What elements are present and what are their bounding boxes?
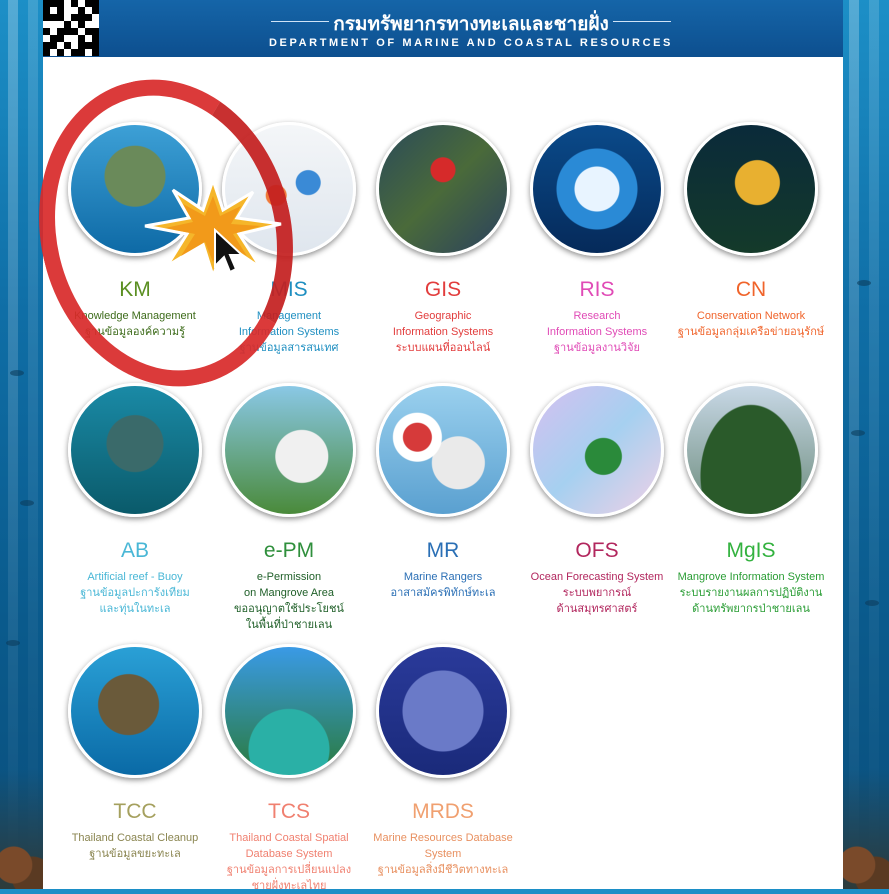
tile-description — [368, 308, 518, 356]
tile-description-line: ฐานข้อมูลขยะทะเล — [89, 848, 181, 860]
tile-description — [60, 830, 210, 862]
map-pin-icon[interactable] — [376, 122, 510, 256]
tile-description-line: ฐานข้อมูลสารสนเทศ — [239, 342, 339, 354]
tile-mgis[interactable] — [676, 383, 826, 617]
tile-description-line: Thailand Coastal Spatial — [229, 832, 349, 844]
tile-description-line: Marine Resources Database — [373, 832, 513, 844]
tile-ab[interactable] — [60, 383, 210, 617]
tile-description — [214, 569, 364, 633]
forecast-map-icon[interactable] — [530, 383, 664, 517]
tile-description — [60, 569, 210, 617]
coral-decoration — [0, 769, 46, 889]
palm-beach-icon[interactable] — [222, 644, 356, 778]
tile-code[interactable]: AB — [120, 539, 149, 562]
tile-description-line: ฐานข้อมูลปะการังเทียม — [80, 587, 190, 599]
officer-mangrove-icon[interactable] — [222, 383, 356, 517]
site-title-thai — [271, 9, 671, 39]
marine-species-icon[interactable] — [376, 644, 510, 778]
tile-description-line: ฐานข้อมูลงานวิจัย — [553, 342, 641, 354]
tile-description — [368, 830, 518, 878]
tile-ofs[interactable] — [522, 383, 672, 617]
fish-icon — [6, 640, 20, 646]
fish-icon — [857, 280, 871, 286]
tile-description-line: on Mangrove Area — [244, 587, 334, 599]
tile-description — [522, 308, 672, 356]
tile-code[interactable]: MRDS — [412, 800, 474, 823]
ocean-background-left — [0, 0, 46, 889]
tile-description-line: Marine Rangers — [403, 571, 483, 583]
tile-code[interactable]: MIS — [270, 278, 308, 301]
mouse-pointer-icon — [213, 228, 245, 276]
tile-code[interactable]: e-PM — [263, 539, 315, 562]
tile-tcc[interactable] — [60, 644, 210, 862]
ocean-background-right — [843, 0, 889, 889]
tile-description-line: และทุ่นในทะเล — [99, 603, 171, 615]
tile-description — [676, 308, 826, 340]
tile-description-line: Artificial reef - Buoy — [87, 571, 183, 583]
tile-code[interactable]: CN — [735, 278, 767, 301]
tile-cn[interactable] — [676, 122, 826, 340]
tile-mr[interactable] — [368, 383, 518, 601]
tile-description-line: Conservation Network — [696, 310, 806, 322]
tile-description-line: ฐานข้อมูลการเปลี่ยนแปลง — [226, 864, 352, 876]
tile-code[interactable]: MgIS — [726, 539, 776, 562]
tile-tcs[interactable] — [214, 644, 364, 894]
tile-code[interactable]: TCC — [113, 800, 157, 823]
tile-description-line: ขออนุญาตใช้ประโยชน์ — [234, 603, 344, 615]
tile-ris[interactable] — [522, 122, 672, 356]
tile-description-line: e-Permission — [256, 571, 322, 583]
tile-gis[interactable] — [368, 122, 518, 356]
site-title-english: DEPARTMENT OF MARINE AND COASTAL RESOURCES — [269, 37, 673, 49]
tile-description-line: ด้านทรัพยากรป่าชายเลน — [692, 603, 810, 615]
tile-e-pm[interactable] — [214, 383, 364, 633]
tile-description-line: ชายฝั่งทะเลไทย — [251, 880, 327, 892]
tile-description-line: ด้านสมุทรศาสตร์ — [556, 603, 638, 615]
tile-description-line: Ocean Forecasting System — [530, 571, 664, 583]
tile-code[interactable]: MR — [426, 539, 460, 562]
tile-description-line: ฐานข้อมูลองค์ความรู้ — [84, 326, 186, 338]
tile-description-line: Mangrove Information System — [677, 571, 825, 583]
tile-description-line: Knowledge Management — [74, 310, 196, 322]
tile-code[interactable]: GIS — [424, 278, 462, 301]
tile-description-line: Research — [573, 310, 621, 322]
tile-description-line: Management — [256, 310, 322, 322]
tile-description-line: ฐานข้อมูลกลุ่มเครือข่ายอนุรักษ์ — [677, 326, 825, 338]
tile-description — [368, 569, 518, 601]
tile-description-line: ในพื้นที่ป่าชายเลน — [245, 619, 333, 631]
tile-description-line: อาสาสมัครพิทักษ์ทะเล — [390, 587, 496, 599]
fish-icon — [851, 430, 865, 436]
turtle-plastic-icon[interactable] — [68, 644, 202, 778]
tile-description-line: Information Systems — [238, 326, 340, 338]
tile-description-line: Thailand Coastal Cleanup — [71, 832, 199, 844]
tile-description-line: Geographic — [414, 310, 472, 322]
tile-description-line: Information Systems — [392, 326, 494, 338]
tile-description-line: Information Systems — [546, 326, 648, 338]
marine-ranger-icon[interactable] — [376, 383, 510, 517]
tile-description-line: ระบบรายงานผลการปฏิบัติงาน — [679, 587, 823, 599]
fish-icon — [865, 600, 879, 606]
tile-description — [676, 569, 826, 617]
main-panel — [43, 0, 843, 892]
qr-code-icon[interactable] — [43, 0, 99, 56]
tile-description-line: ระบบแผนที่ออนไลน์ — [395, 342, 491, 354]
coral-decoration — [843, 769, 889, 889]
tile-description — [214, 830, 364, 894]
globe-network-icon[interactable] — [530, 122, 664, 256]
tile-description-line: ระบบพยากรณ์ — [562, 587, 632, 599]
site-title-thai-text: กรมทรัพยากรทางทะเลและชายฝั่ง — [333, 14, 609, 35]
tile-description-line: System — [424, 848, 462, 860]
tile-description — [522, 569, 672, 617]
tile-code[interactable]: TCS — [268, 800, 310, 823]
tile-description-line: ฐานข้อมูลสิ่งมีชีวิตทางทะเล — [377, 864, 509, 876]
tile-mrds[interactable] — [368, 644, 518, 878]
fish-icon — [10, 370, 24, 376]
tile-code[interactable]: RIS — [579, 278, 615, 301]
tile-code[interactable]: OFS — [575, 539, 619, 562]
fish-icon — [20, 500, 34, 506]
mangrove-landscape-icon[interactable] — [684, 383, 818, 517]
tile-description-line: Database System — [245, 848, 333, 860]
tile-code[interactable]: KM — [119, 278, 151, 301]
coral-reef-icon[interactable] — [684, 122, 818, 256]
site-header — [43, 0, 843, 57]
artificial-reef-icon[interactable] — [68, 383, 202, 517]
